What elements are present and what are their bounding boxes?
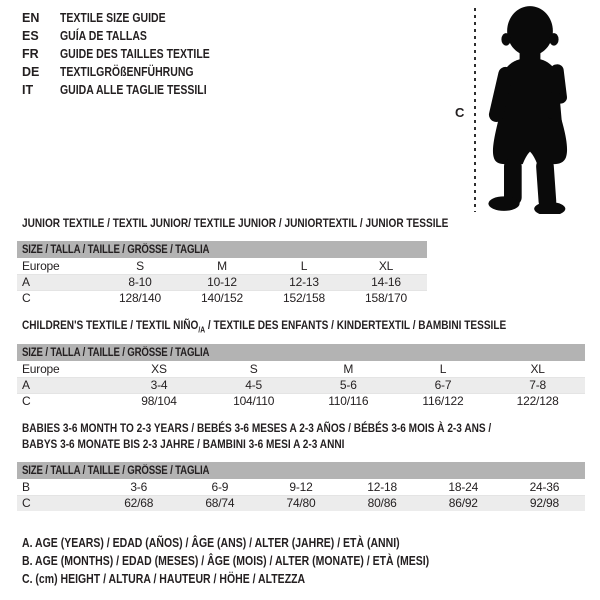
size-header-label: SIZE / TALLA / TAILLE / GRÖSSE / TAGLIA [22, 243, 210, 256]
language-label: GUIDA ALLE TAGLIE TESSILI [60, 83, 207, 97]
row-label: C [17, 393, 112, 409]
table-row [17, 274, 427, 290]
language-code: DE [22, 65, 40, 79]
size-header-row [17, 344, 585, 361]
language-row-de [22, 63, 238, 81]
cell: 6-7 [396, 377, 491, 393]
height-measure-line [474, 8, 476, 212]
junior-table-title: JUNIOR TEXTILE / TEXTIL JUNIOR/ TEXTILE JUNIOR / JUNIORTEXTIL / JUNIOR TESSILE [22, 216, 449, 230]
cell: S [249, 361, 258, 376]
cell: 3-6 [130, 479, 148, 494]
row-label: A [17, 274, 99, 290]
cell: 80/86 [342, 495, 423, 511]
language-label: TEXTILE SIZE GUIDE [60, 11, 166, 25]
cell: 68/74 [179, 495, 260, 511]
language-row-it [22, 81, 238, 99]
cell: 3-4 [112, 377, 207, 393]
cell: 6-9 [211, 479, 229, 494]
table-row [17, 479, 585, 495]
cell: 74/80 [260, 495, 341, 511]
cell: 24-36 [529, 479, 560, 494]
cell: 18-24 [448, 479, 479, 494]
language-row-en [22, 9, 238, 27]
cell: 12-13 [263, 274, 345, 290]
cell: M [217, 258, 227, 273]
row-label: C [17, 495, 98, 511]
language-code: FR [22, 47, 39, 61]
row-label: C [17, 290, 99, 306]
language-code: EN [22, 11, 40, 25]
cell: 8-10 [99, 274, 181, 290]
toddler-silhouette-icon [478, 4, 582, 214]
table-row [17, 377, 585, 393]
cell: 116/122 [396, 393, 491, 409]
cell: 62/68 [98, 495, 179, 511]
size-header-label: SIZE / TALLA / TAILLE / GRÖSSE / TAGLIA [22, 464, 210, 477]
cell: 4-5 [206, 377, 301, 393]
cell: XL [378, 258, 394, 273]
row-label: B [22, 479, 30, 494]
height-measure-label: C [455, 105, 465, 120]
table-row [17, 290, 427, 306]
legend-note-c: C. (cm) HEIGHT / ALTURA / HAUTEUR / HÖHE / ALTEZZA [22, 572, 306, 586]
cell: XS [151, 361, 167, 376]
cell: 98/104 [112, 393, 207, 409]
size-header-row [17, 241, 427, 258]
cell: 7-8 [490, 377, 585, 393]
cell: 104/110 [206, 393, 301, 409]
cell: M [343, 361, 354, 376]
language-row-es [22, 27, 238, 45]
cell: 9-12 [289, 479, 313, 494]
cell: 86/92 [423, 495, 504, 511]
language-label: TEXTILGRÖßENFÜHRUNG [60, 65, 194, 79]
children-size-table [17, 344, 585, 409]
cell: L [439, 361, 447, 376]
language-code: IT [22, 83, 34, 97]
cell: 122/128 [490, 393, 585, 409]
junior-size-table [17, 241, 427, 306]
language-label: GUÍA DE TALLAS [60, 29, 147, 43]
cell: 128/140 [99, 290, 181, 306]
babies-table-title: BABIES 3-6 MONTH TO 2-3 YEARS / BEBÉS 3-6 MESES A 2-3 AÑOS / BÉBÉS 3-6 MOIS À 2-3 ANS / BABYS 3-6 MONATE BIS 2-3 JAHRE / BAMBINI 3-6 MESI A 2-3 ANNI [22, 421, 492, 451]
legend-note-a: A. AGE (YEARS) / EDAD (AÑOS) / ÂGE (ANS) / ALTER (JAHRE) / ETÀ (ANNI) [22, 536, 400, 550]
language-label: GUIDE DES TAILLES TEXTILE [60, 47, 210, 61]
cell: 5-6 [301, 377, 396, 393]
size-header-label: SIZE / TALLA / TAILLE / GRÖSSE / TAGLIA [22, 346, 210, 359]
cell: S [136, 258, 144, 273]
row-label: Europe [22, 258, 60, 273]
cell: 110/116 [301, 393, 396, 409]
table-row [17, 495, 585, 511]
row-label: A [17, 377, 112, 393]
table-row [17, 393, 585, 409]
size-header-row [17, 462, 585, 479]
language-code: ES [22, 29, 39, 43]
cell: 12-18 [367, 479, 397, 494]
table-row [17, 361, 585, 377]
cell: 158/170 [345, 290, 427, 306]
cell: 92/98 [504, 495, 585, 511]
children-table-title: CHILDREN'S TEXTILE / TEXTIL $NIÑO_{/A}$ / TEXTILE DES ENFANTS / KINDERTEXTIL / BAMBINI TESSILE [22, 318, 507, 335]
cell: 140/152 [181, 290, 263, 306]
language-row-fr [22, 45, 238, 63]
legend-note-b: B. AGE (MONTHS) / EDAD (MESES) / ÂGE (MOIS) / ALTER (MONATE) / ETÀ (MESI) [22, 554, 430, 568]
cell: XL [530, 361, 545, 376]
babies-size-table [17, 462, 585, 511]
cell: 10-12 [181, 274, 263, 290]
cell: L [300, 258, 308, 273]
row-label: Europe [22, 361, 60, 376]
language-list [22, 9, 238, 99]
table-row [17, 258, 427, 274]
cell: 152/158 [263, 290, 345, 306]
cell: 14-16 [345, 274, 427, 290]
legend-notes [22, 536, 507, 590]
